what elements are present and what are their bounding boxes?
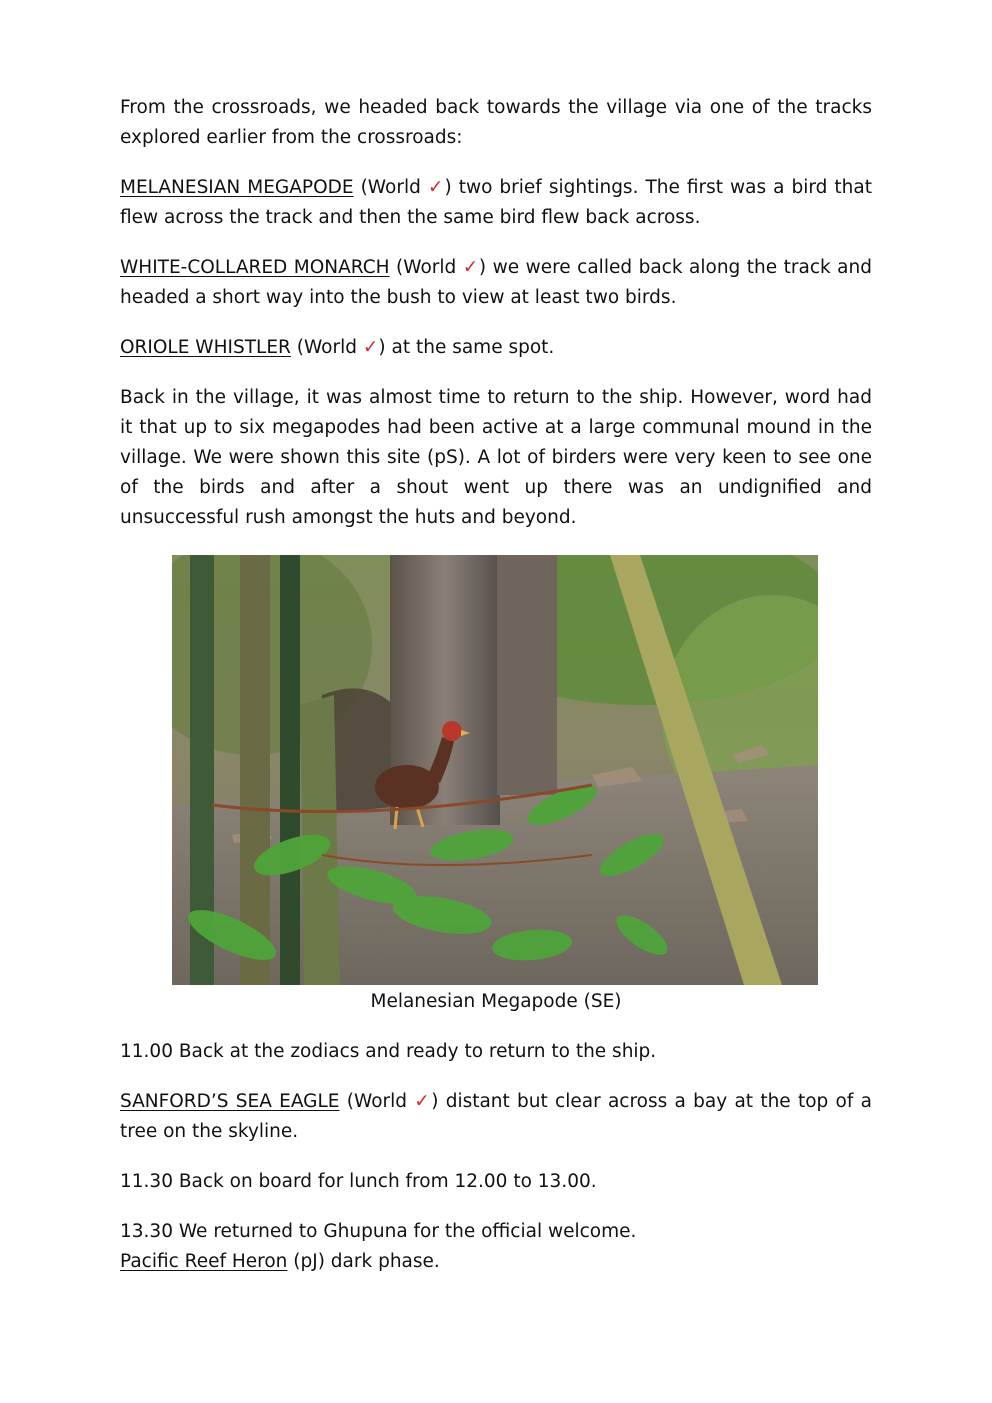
species-name: ORIOLE WHISTLER: [120, 337, 291, 358]
checkmark-icon: ✓: [427, 177, 445, 198]
village-paragraph: Back in the village, it was almost time to return to the ship. However, word had it that up to six megapodes had been active at a large communal mound in the village. We were shown this site (pS). A lot of birders were very keen to see one of the birds and after a shout went up there was an undignified and unsuccessful rush amongst the huts and beyond.: [120, 387, 872, 528]
lunch-paragraph: 11.30 Back on board for lunch from 12.00 to 13.00.: [120, 1171, 597, 1192]
photo-caption: Melanesian Megapode (SE): [370, 991, 622, 1012]
checkmark-icon: ✓: [462, 257, 479, 278]
entry-oriole-whistler: ORIOLE WHISTLER (World ✓) at the same spot.: [120, 337, 555, 358]
welcome-paragraph: 13.30 We returned to Ghupuna for the official welcome.: [120, 1221, 637, 1242]
species-name: Pacific Reef Heron: [120, 1251, 288, 1272]
species-name: MELANESIAN MEGAPODE: [120, 177, 354, 198]
forest-photo-illustration: [172, 555, 818, 985]
document-page: [120, 93, 872, 1277]
entry-melanesian-megapode: MELANESIAN MEGAPODE (World ✓) two brief sightings. The first was a bird that flew across the track and then the same bird flew back across.: [120, 177, 872, 228]
zodiacs-paragraph: 11.00 Back at the zodiacs and ready to return to the ship.: [120, 1041, 657, 1062]
megapode-photo: [172, 555, 818, 985]
species-name: WHITE-COLLARED MONARCH: [120, 257, 390, 278]
entry-pacific-reef-heron: Pacific Reef Heron (pJ) dark phase.: [120, 1251, 440, 1272]
entry-white-collared-monarch: WHITE-COLLARED MONARCH (World ✓) we were called back along the track and headed a short way into the bush to view at least two birds.: [120, 257, 872, 308]
intro-paragraph: From the crossroads, we headed back towards the village via one of the tracks explored earlier from the crossroads:: [120, 97, 872, 148]
species-name: SANFORD’S SEA EAGLE: [120, 1091, 340, 1112]
checkmark-icon: ✓: [414, 1091, 432, 1112]
entry-sanfords-sea-eagle: SANFORD’S SEA EAGLE (World ✓) distant but clear across a bay at the top of a tree on the skyline.: [120, 1091, 872, 1142]
photo-figure: [120, 555, 872, 1017]
checkmark-icon: ✓: [362, 337, 379, 358]
